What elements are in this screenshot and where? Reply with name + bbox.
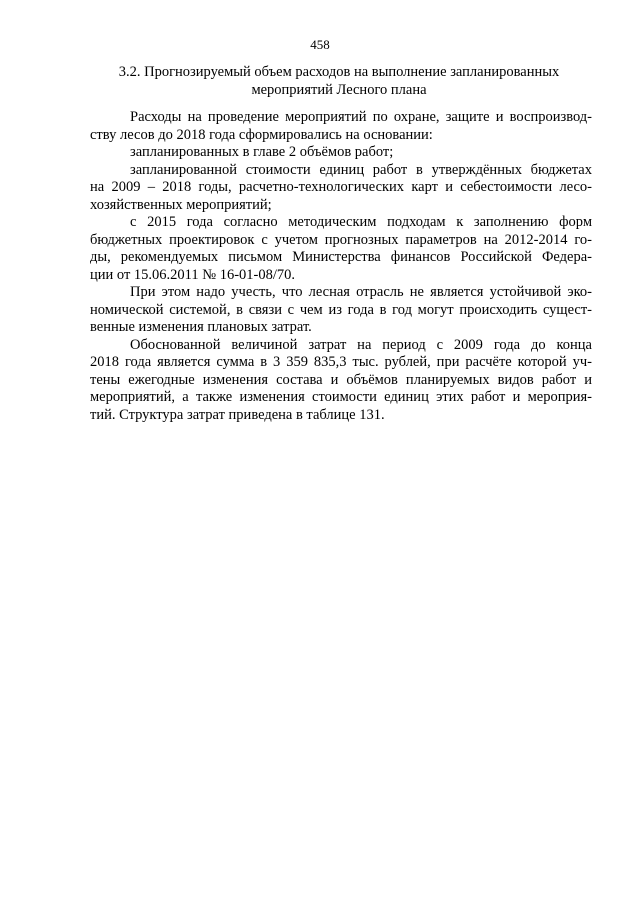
text-line: тены ежегодные изменения состава и объёмов планируемых видов работ и	[90, 371, 592, 388]
text-line: 2018 года является сумма в 3 359 835,3 тыс. рублей, при расчёте которой уч-	[90, 354, 592, 370]
text-line: на 2009 – 2018 годы, расчетно-технологических карт и себестоимости лесо-	[90, 179, 592, 195]
text-line: запланированных в главе 2 объёмов работ;	[130, 144, 394, 160]
text-line: запланированной стоимости единиц работ в утверждённых бюджетах	[130, 161, 592, 178]
text-line: хозяйственных мероприятий;	[90, 196, 272, 213]
text-line: бюджетных проектировок с учетом прогнозных параметров на 2012-2014 го-	[90, 231, 592, 248]
page-number: 458	[310, 37, 330, 52]
text-line: Обоснованной величиной затрат на период с 2009 года до конца	[130, 336, 592, 353]
text-line: ству лесов до 2018 года сформировались на основании:	[90, 126, 433, 143]
text-line: Расходы на проведение мероприятий по охране, защите и воспроизвод-	[130, 109, 592, 125]
section-heading-line-2: мероприятий Лесного плана	[251, 81, 427, 98]
text-line: При этом надо учесть, что лесная отрасль не является устойчивой эко-	[130, 284, 592, 300]
section-heading	[88, 64, 590, 99]
text-line: ды, рекомендуемых письмом Министерства финансов Российской Федера-	[90, 249, 592, 265]
text-line: венные изменения плановых затрат.	[90, 319, 312, 335]
body-text	[90, 109, 592, 424]
text-line: с 2015 года согласно методическим подходам к заполнению форм	[130, 214, 592, 230]
text-line: мероприятий, а также изменения стоимости единиц этих работ и мероприя-	[90, 389, 592, 405]
text-line: тий. Структура затрат приведена в таблице 131.	[90, 406, 385, 423]
text-line: ции от 15.06.2011 № 16-01-08/70.	[90, 266, 296, 283]
text-line: номической системой, в связи с чем из года в год могут происходить сущест-	[90, 301, 592, 318]
section-heading-line-1: 3.2. Прогнозируемый объем расходов на выполнение запланированных	[118, 64, 560, 80]
